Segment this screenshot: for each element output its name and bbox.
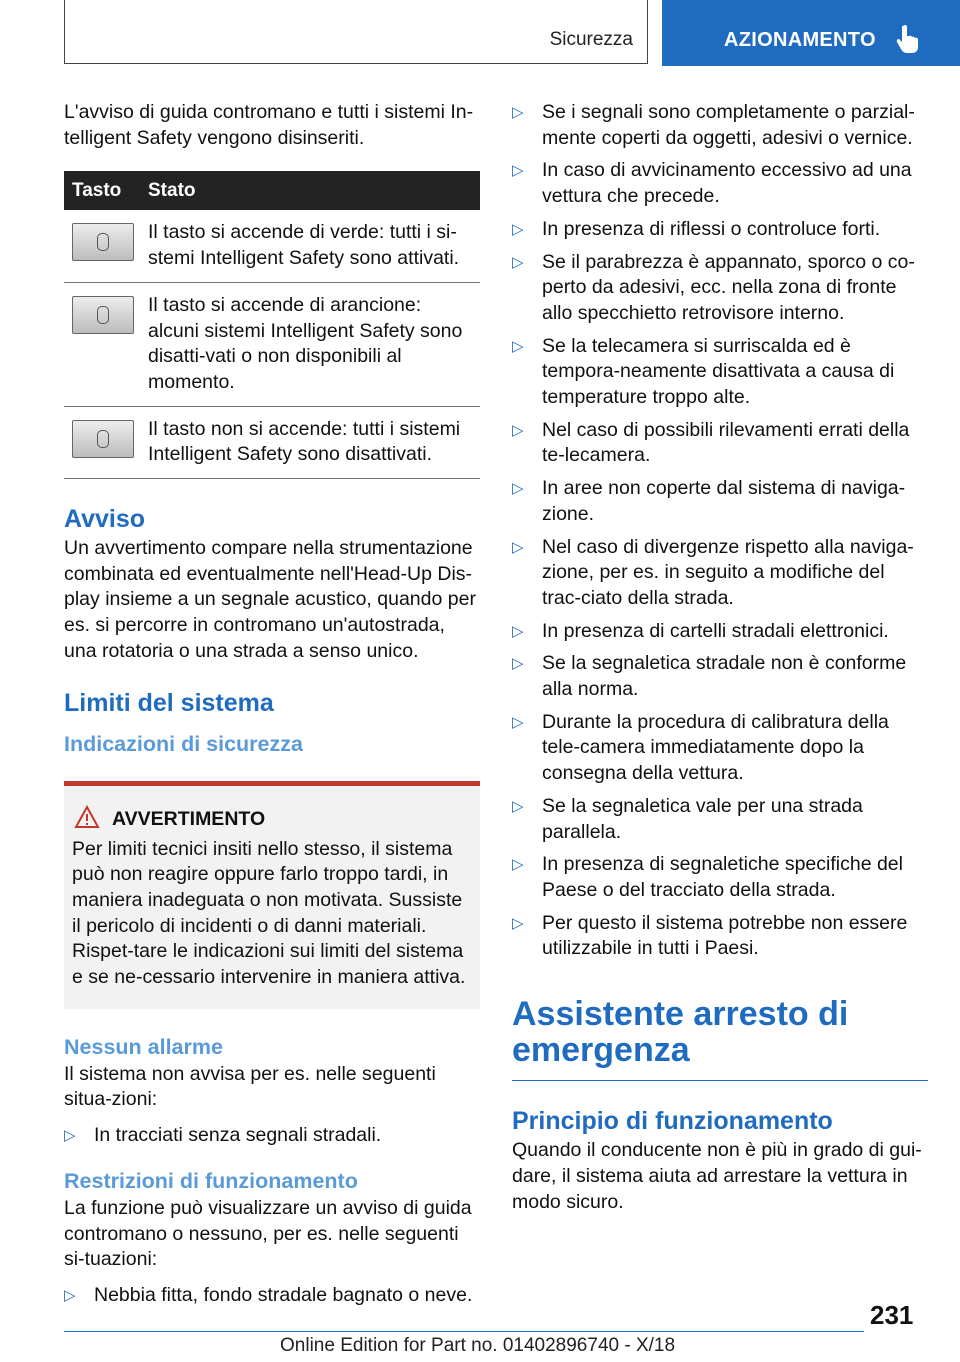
intro-text: L'avviso di guida contromano e tutti i sistemi In-telligent Safety vengono disinseriti. <box>64 101 474 149</box>
restrizioni-text: La funzione può visualizzare un avviso di guida contromano o nessuno, per es. nelle seguenti si-tuazioni: <box>64 1196 472 1271</box>
section-title: Sicurezza <box>549 29 633 50</box>
list-item: ▷ Se la telecamera si surriscalda ed è tempora-neamente disattivata a causa di temperature troppo alte. <box>512 334 895 409</box>
principio-text: Quando il conducente non è più in grado di gui-dare, il sistema aiuta ad arrestare la vettura in modo sicuro. <box>512 1139 922 1213</box>
triangle-bullet-icon: ▷ <box>512 337 524 355</box>
list-item: ▷ Nebbia fitta, fondo stradale bagnato o neve. <box>64 1283 480 1309</box>
page-number: 231 <box>870 1300 914 1330</box>
triangle-bullet-icon: ▷ <box>512 253 524 271</box>
table-header-status: Stato <box>140 171 480 210</box>
assistente-heading: Assistente arresto di emergenza <box>512 995 849 1070</box>
list-item: ▷ Se il parabrezza è appannato, sporco o co-perto da adesivi, ecc. nella zona di fronte allo specchietto retrovisore interno. <box>512 250 915 324</box>
right-column <box>512 100 928 1215</box>
restrizioni-list <box>64 1283 480 1309</box>
pointing-hand-icon <box>896 24 922 54</box>
header-section-box <box>64 0 648 64</box>
principio-heading: Principio di funzionamento <box>512 1107 833 1136</box>
left-column <box>64 100 480 1309</box>
triangle-bullet-icon: ▷ <box>512 220 524 238</box>
list-item: ▷ Nel caso di divergenze rispetto alla naviga-zione, per es. in seguito a modifiche del trac-ciato della strada. <box>512 535 914 609</box>
nessun-allarme-list <box>64 1123 480 1149</box>
table-cell-state: Il tasto si accende di arancione: alcuni sistemi Intelligent Safety sono disatti-vati o non disponibili al momento. <box>140 282 480 406</box>
list-item: ▷ Nel caso di possibili rilevamenti errati della te-lecamera. <box>512 418 910 467</box>
table-header-key: Tasto <box>64 171 140 210</box>
list-item: ▷ In caso di avvicinamento eccessivo ad una vettura che precede. <box>512 159 912 208</box>
table-row <box>64 210 480 282</box>
list-item: ▷ In aree non coperte dal sistema di naviga-zione. <box>512 477 906 525</box>
table-cell-state: Il tasto non si accende: tutti i sistemi Intelligent Safety sono disattivati. <box>140 406 480 478</box>
list-item: ▷ In presenza di riflessi o controluce forti. <box>512 217 928 243</box>
triangle-bullet-icon: ▷ <box>512 162 524 180</box>
warning-title: AVVERTIMENTO <box>112 807 266 830</box>
key-status-table <box>64 171 480 479</box>
list-item: ▷ Se la segnaletica stradale non è conforme alla norma. <box>512 652 907 701</box>
triangle-bullet-icon: ▷ <box>64 1286 76 1304</box>
limiti-heading: Limiti del sistema <box>64 688 274 717</box>
table-cell-state: Il tasto si accende di verde: tutti i si-stemi Intelligent Safety sono attivati. <box>140 210 480 282</box>
nessun-allarme-heading: Nessun allarme <box>64 1034 223 1059</box>
footer-rule <box>64 1331 864 1332</box>
chapter-tab <box>662 0 960 66</box>
list-item: ▷ Se i segnali sono completamente o parzial-mente coperti da oggetti, adesivi o vernice. <box>512 101 915 149</box>
triangle-bullet-icon: ▷ <box>512 713 524 731</box>
triangle-bullet-icon: ▷ <box>512 480 524 498</box>
list-item: ▷ In presenza di segnaletiche specifiche del Paese o del tracciato della strada. <box>512 853 903 901</box>
list-item: ▷ Durante la procedura di calibratura della tele-camera immediatamente dopo la consegna della vettura. <box>512 710 889 785</box>
section-rule <box>512 1080 928 1081</box>
triangle-bullet-icon: ▷ <box>512 856 524 874</box>
list-item: ▷ In tracciati senza segnali stradali. <box>64 1123 480 1149</box>
avviso-heading: Avviso <box>64 505 146 534</box>
indicazioni-heading: Indicazioni di sicurezza <box>64 731 303 756</box>
warning-box <box>64 781 480 1009</box>
warning-text: Per limiti tecnici insiti nello stesso, il sistema può non reagire oppure farlo troppo tardi, in maniera inadeguata o non motivata. Sussiste il pericolo di incidenti o di danni materiali. Rispet-tare le indicazioni sui limiti del sistema e se ne-cessario intervenire in maniera attiva. <box>72 837 466 989</box>
triangle-bullet-icon: ▷ <box>512 421 524 439</box>
warning-triangle-icon <box>74 805 100 829</box>
table-row <box>64 406 480 478</box>
triangle-bullet-icon: ▷ <box>512 538 524 556</box>
triangle-bullet-icon: ▷ <box>512 797 524 815</box>
intelligent-safety-key-icon <box>72 223 134 261</box>
triangle-bullet-icon: ▷ <box>512 914 524 932</box>
intelligent-safety-key-icon <box>72 420 134 458</box>
triangle-bullet-icon: ▷ <box>512 104 524 121</box>
triangle-bullet-icon: ▷ <box>512 655 524 673</box>
intelligent-safety-key-icon <box>72 296 134 334</box>
list-item: ▷ Per questo il sistema potrebbe non essere utilizzabile in tutti i Paesi. <box>512 911 908 960</box>
table-row <box>64 282 480 406</box>
footer-text: Online Edition for Part no. 01402896740 - X/18 <box>280 1335 676 1356</box>
avviso-text: Un avvertimento compare nella strumentazione combinata ed eventualmente nell'Head-Up Dis-play insieme a un segnale acustico, quando per es. si percorre in contromano un'autostrada, una rotatoria o una strada a senso unico. <box>64 537 476 662</box>
triangle-bullet-icon: ▷ <box>64 1127 76 1145</box>
restrizioni-heading: Restrizioni di funzionamento <box>64 1168 358 1193</box>
nessun-allarme-text: Il sistema non avvisa per es. nelle seguenti situa-zioni: <box>64 1062 436 1111</box>
list-item: ▷ In presenza di cartelli stradali elettronici. <box>512 619 928 645</box>
limitations-list <box>512 100 928 962</box>
list-item: ▷ Se la segnaletica vale per una strada parallela. <box>512 794 863 843</box>
chapter-title: AZIONAMENTO <box>724 29 876 51</box>
triangle-bullet-icon: ▷ <box>512 622 524 640</box>
